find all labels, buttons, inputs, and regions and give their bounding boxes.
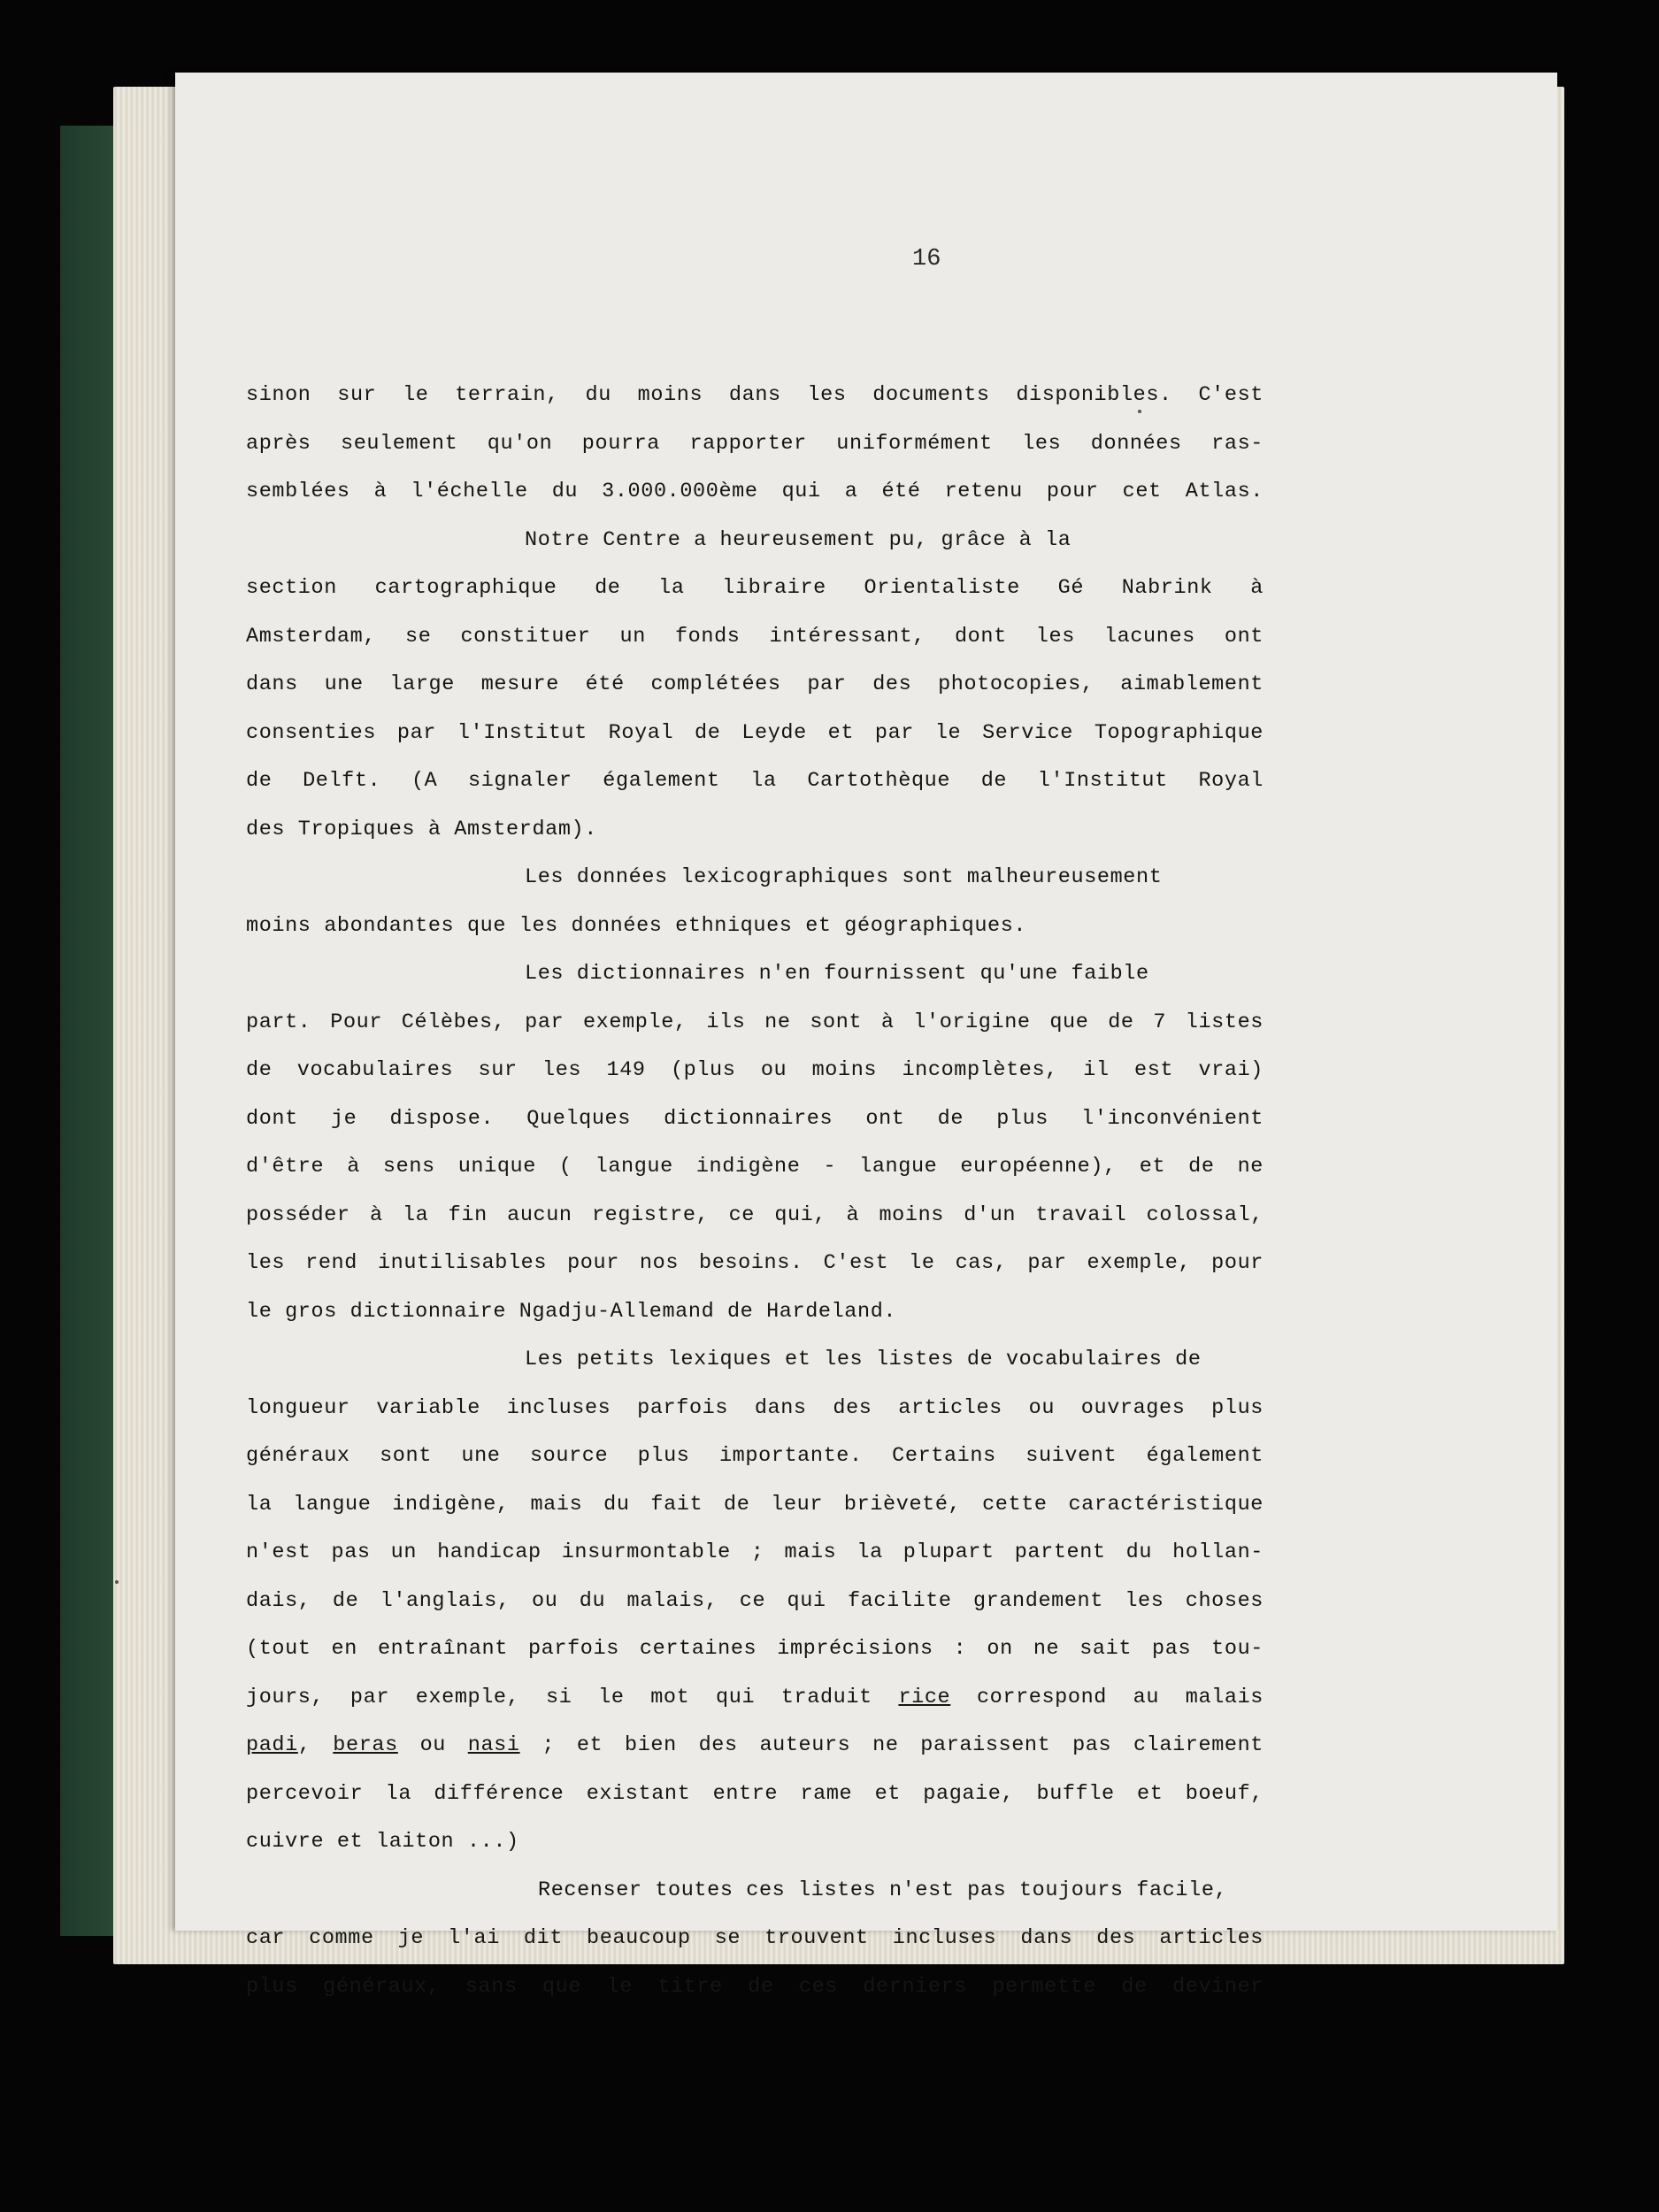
text-fragment: correspond au malais xyxy=(950,1685,1263,1709)
text-line: généraux sont une source plus importante. Certains suivent également xyxy=(246,1444,1263,1468)
text-line: moins abondantes que les données ethniques et géographiques. xyxy=(246,913,1027,938)
text-line: la langue indigène, mais du fait de leur brièveté, cette caractéristique xyxy=(246,1492,1263,1517)
paper-speck xyxy=(1138,410,1141,413)
text-line xyxy=(246,1674,1263,1723)
underlined-word: rice xyxy=(898,1685,951,1709)
text-line: Les petits lexiques et les listes de vocabulaires de xyxy=(525,1348,1202,1371)
underlined-word: nasi xyxy=(467,1733,520,1757)
underlined-word: padi xyxy=(246,1733,298,1757)
text-line: de vocabulaires sur les 149 (plus ou moins incomplètes, il est vrai) xyxy=(246,1058,1263,1082)
text-line: percevoir la différence existant entre rame et pagaie, buffle et boeuf, xyxy=(246,1781,1263,1806)
text-line: car comme je l'ai dit beaucoup se trouvent incluses dans des articles xyxy=(246,1926,1263,1950)
text-line: Recenser toutes ces listes n'est pas toujours facile, xyxy=(538,1878,1228,1902)
text-line: des Tropiques à Amsterdam). xyxy=(246,817,597,841)
paper-speck xyxy=(115,1580,119,1584)
text-line: part. Pour Célèbes, par exemple, ils ne sont à l'origine que de 7 listes xyxy=(246,1010,1263,1034)
page-number: 16 xyxy=(912,246,941,273)
text-line: (tout en entraînant parfois certaines imprécisions : on ne sait pas tou- xyxy=(246,1637,1263,1661)
text-line: dont je dispose. Quelques dictionnaires ont de plus l'inconvénient xyxy=(246,1106,1263,1131)
text-line: consenties par l'Institut Royal de Leyde et par le Service Topographique xyxy=(246,720,1263,745)
text-line: Les dictionnaires n'en fournissent qu'une faible xyxy=(525,962,1149,986)
text-line: cuivre et laiton ...) xyxy=(246,1830,519,1854)
text-line: Les données lexicographiques sont malheureusement xyxy=(525,865,1163,889)
text-line: dais, de l'anglais, ou du malais, ce qui facilite grandement les choses xyxy=(246,1588,1263,1613)
text-line: section cartographique de la libraire Orientaliste Gé Nabrink à xyxy=(246,576,1263,600)
text-line: semblées à l'échelle du 3.000.000ème qui a été retenu pour cet Atlas. xyxy=(246,480,1263,503)
text-line: le gros dictionnaire Ngadju-Allemand de Hardeland. xyxy=(246,1299,897,1324)
text-line: les rend inutilisables pour nos besoins. C'est le cas, par exemple, pour xyxy=(246,1251,1263,1275)
text-line: Notre Centre a heureusement pu, grâce à la xyxy=(525,527,1071,552)
text-line: n'est pas un handicap insurmontable ; mais la plupart partent du hollan- xyxy=(246,1540,1263,1564)
text-fragment: ; et bien des auteurs ne paraissent pas clairement xyxy=(519,1733,1264,1757)
text-line: Amsterdam, se constituer un fonds intéressant, dont les lacunes ont xyxy=(246,624,1263,649)
text-line: de Delft. (A signaler également la Cartothèque de l'Institut Royal xyxy=(246,769,1263,793)
text-line: posséder à la fin aucun registre, ce qui, à moins d'un travail colossal, xyxy=(246,1202,1263,1227)
text-fragment: , xyxy=(297,1733,334,1757)
text-fragment: jours, par exemple, si le mot qui traduit xyxy=(246,1685,899,1709)
text-line: dans une large mesure été complétées par des photocopies, aimablement xyxy=(246,672,1263,696)
text-line: après seulement qu'on pourra rapporter uniformément les données ras- xyxy=(246,431,1263,456)
body-text xyxy=(246,372,1263,2011)
text-line: d'être à sens unique ( langue indigène - langue européenne), et de ne xyxy=(246,1155,1263,1179)
text-line: plus généraux, sans que le titre de ces derniers permette de deviner xyxy=(246,1974,1263,1999)
text-line xyxy=(246,1722,1263,1770)
text-fragment: ou xyxy=(397,1733,468,1757)
underlined-word: beras xyxy=(333,1733,398,1757)
text-line: longueur variable incluses parfois dans des articles ou ouvrages plus xyxy=(246,1395,1263,1420)
text-line: sinon sur le terrain, du moins dans les documents disponibles. C'est xyxy=(246,383,1263,407)
